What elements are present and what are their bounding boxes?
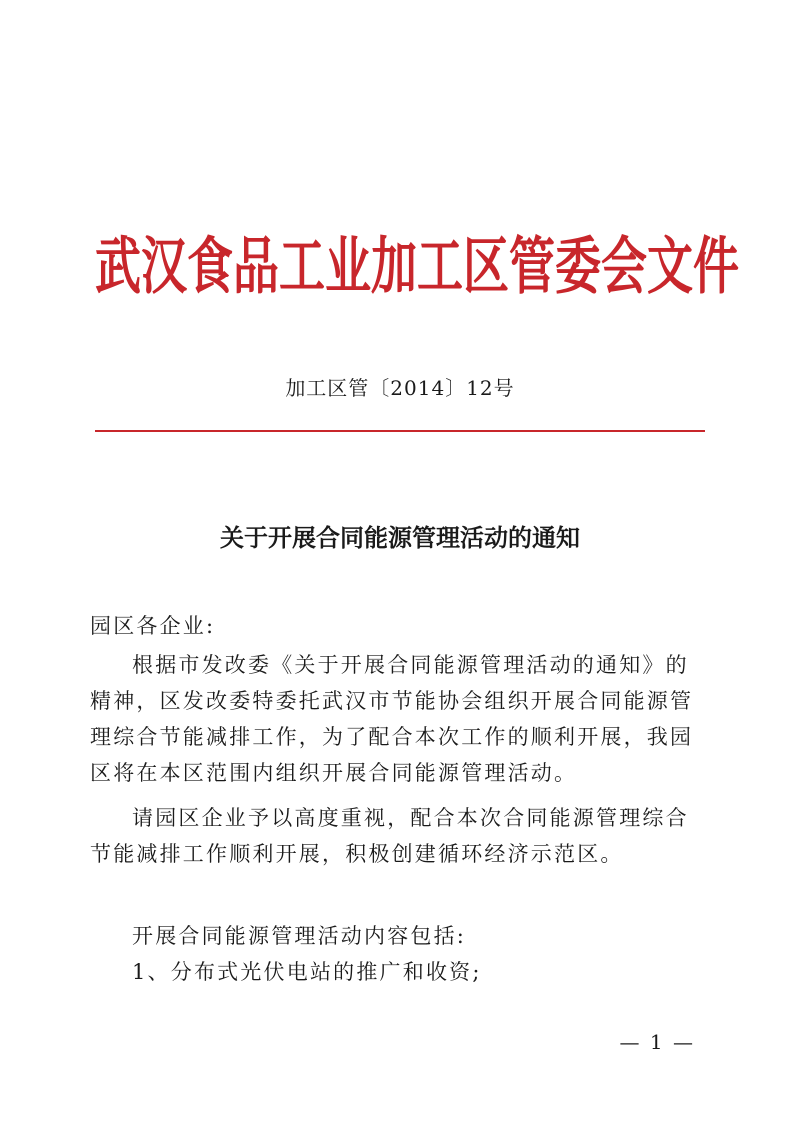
issuer-title: 武汉食品工业加工区管委会文件 bbox=[95, 229, 739, 303]
red-divider-line bbox=[95, 430, 705, 432]
body-paragraph-2: 请园区企业予以高度重视，配合本次合同能源管理综合节能减排工作顺利开展，积极创建循环经济示范区。 bbox=[90, 806, 689, 866]
body-paragraph-1: 根据市发改委《关于开展合同能源管理活动的通知》的精神，区发改委特委托武汉市节能协会组织开展合同能源管理综合节能减排工作，为了配合本次工作的顺利开展，我园区将在本区范围内组织开展合同能源管理活动。 bbox=[90, 653, 694, 785]
document-number: 加工区管〔2014〕12号 bbox=[285, 376, 515, 400]
list-intro: 开展合同能源管理活动内容包括: bbox=[132, 924, 467, 948]
document-title: 关于开展合同能源管理活动的通知 bbox=[220, 523, 580, 552]
salutation: 园区各企业: bbox=[90, 614, 216, 638]
list-item: 1、分布式光伏电站的推广和收资; bbox=[132, 960, 482, 984]
page-number: — 1 — bbox=[619, 1030, 695, 1054]
